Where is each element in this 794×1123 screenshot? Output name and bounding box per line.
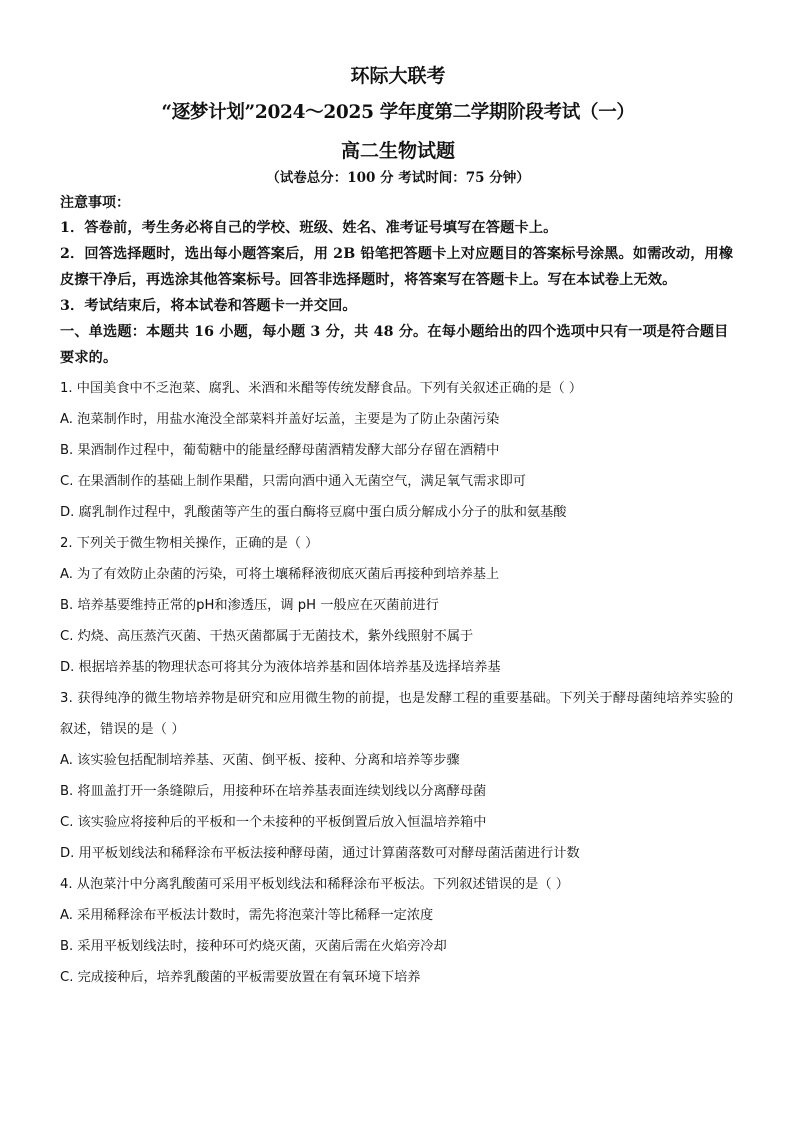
exam-main-title: “逐梦计划”2024～2025 学年度第二学期阶段考试（一）: [161, 102, 635, 123]
question-1: [60, 373, 736, 528]
question-4: [60, 869, 736, 993]
option-b: B. 采用平板划线法时，接种环可灼烧灭菌，灭菌后需在火焰旁冷却: [60, 939, 447, 954]
notice-heading: 注意事项：: [60, 195, 130, 211]
notice-item-1: 1．答卷前，考生务必将自己的学校、班级、姓名、准考证号填写在答题卡上。: [60, 220, 558, 236]
option-c: C. 灼烧、高压蒸汽灭菌、干热灭菌都属于无菌技术，紫外线照射不属于: [60, 629, 474, 644]
question-3: [60, 683, 736, 869]
exam-alliance-title: 环际大联考: [350, 65, 446, 87]
option-c: C. 在果酒制作的基础上制作果醋，只需向酒中通入无菌空气，满足氧气需求即可: [60, 474, 526, 489]
option-b: B. 将皿盖打开一条缝隙后，用接种环在培养基表面连续划线以分离酵母菌: [60, 784, 487, 799]
option-d: D. 根据培养基的物理状态可将其分为液体培养基和固体培养基及选择培养基: [60, 660, 501, 675]
option-d: D. 用平板划线法和稀释涂布平板法接种酵母菌，通过计算菌落数可对酵母菌活菌进行计数: [60, 846, 580, 861]
exam-info: （试卷总分：100 分 考试时间：75 分钟）: [266, 170, 530, 186]
question-stem: 3. 获得纯净的微生物培养物是研究和应用微生物的前提，也是发酵工程的重要基础。下列关于酵母菌纯培养实验的叙述，错误的是（ ）: [60, 691, 734, 737]
option-c: C. 该实验应将接种后的平板和一个未接种的平板倒置后放入恒温培养箱中: [60, 815, 487, 830]
option-a: A. 泡菜制作时，用盐水淹没全部菜料并盖好坛盖，主要是为了防止杂菌污染: [60, 412, 500, 427]
option-b: B. 培养基要维持正常的pH和渗透压，调 pH 一般应在灭菌前进行: [60, 598, 439, 613]
option-a: A. 该实验包括配制培养基、灭菌、倒平板、接种、分离和培养等步骤: [60, 753, 460, 768]
question-stem: 4. 从泡菜汁中分离乳酸菌可采用平板划线法和稀释涂布平板法。下列叙述错误的是（ ）: [60, 877, 569, 892]
option-c: C. 完成接种后，培养乳酸菌的平板需要放置在有氧环境下培养: [60, 970, 421, 985]
option-a: A. 采用稀释涂布平板法计数时，需先将泡菜汁等比稀释一定浓度: [60, 908, 434, 923]
question-2: [60, 528, 736, 683]
option-a: A. 为了有效防止杂菌的污染，可将土壤稀释液彻底灭菌后再接种到培养基上: [60, 567, 500, 582]
notice-item-3: 3．考试结束后，将本试卷和答题卡一并交回。: [60, 298, 357, 314]
notice-item-2: 2．回答选择题时，选出每小题答案后，用 2B 铅笔把答题卡上对应题目的答案标号涂黑。如需改动，用橡皮擦干净后，再选涂其他答案标号。回答非选择题时，将答案写在答题卡上。写在本试卷上无效。: [60, 246, 734, 288]
option-b: B. 果酒制作过程中，葡萄糖中的能量经酵母菌酒精发酵大部分存留在酒精中: [60, 443, 500, 458]
section-heading: 一、单选题：本题共 16 小题，每小题 3 分，共 48 分。在每小题给出的四个选项中只有一项是符合题目要求的。: [60, 324, 729, 366]
option-d: D. 腐乳制作过程中，乳酸菌等产生的蛋白酶将豆腐中蛋白质分解成小分子的肽和氨基酸: [60, 505, 567, 520]
exam-page: [60, 62, 736, 993]
exam-subject-title: 高二生物试题: [340, 140, 455, 162]
question-stem: 2. 下列关于微生物相关操作，正确的是（ ）: [60, 536, 319, 551]
question-stem: 1. 中国美食中不乏泡菜、腐乳、米酒和米醋等传统发酵食品。下列有关叙述正确的是（ ）: [60, 381, 583, 396]
